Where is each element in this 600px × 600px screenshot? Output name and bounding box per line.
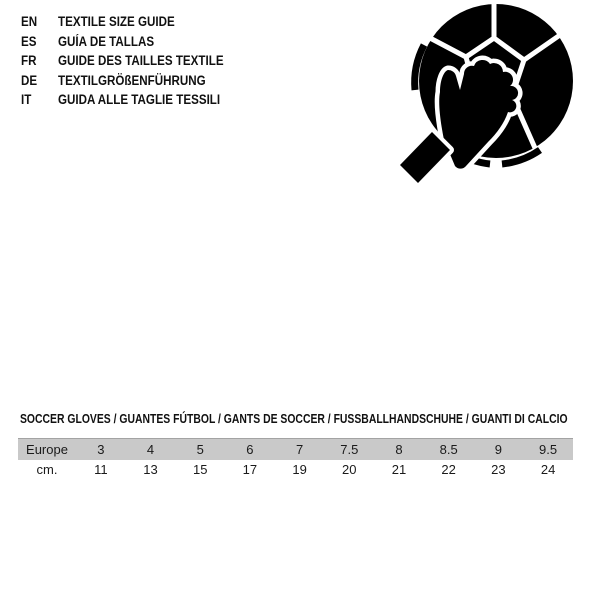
size-cell: 24: [540, 462, 556, 477]
size-cell: 19: [292, 462, 307, 477]
language-row-de: [21, 71, 251, 91]
size-cell: 17: [242, 462, 258, 477]
language-code-text: FR: [21, 53, 37, 69]
language-code: [21, 14, 58, 29]
size-row-label: Europe: [26, 441, 68, 457]
size-cell: 7: [295, 441, 304, 457]
size-table-heading: [20, 411, 600, 427]
language-code-text: ES: [21, 33, 37, 49]
size-row-label: cm.: [36, 462, 58, 477]
language-label: [58, 53, 251, 68]
size-cell: 9.5: [539, 441, 558, 457]
language-label-text: TEXTILE SIZE GUIDE: [58, 14, 175, 30]
language-row-fr: [21, 51, 251, 71]
language-code: [21, 73, 58, 88]
language-code: [21, 53, 58, 68]
size-cell: 20: [342, 462, 357, 477]
size-cell: 22: [441, 462, 456, 477]
glove-cuff: [400, 132, 450, 183]
size-cell: 15: [192, 462, 208, 477]
language-code-text: IT: [21, 92, 32, 108]
goalkeeper-glove-ball-svg: [400, 0, 600, 200]
language-code: [21, 34, 58, 49]
size-cell: 21: [391, 462, 407, 477]
size-cell: 9: [494, 441, 502, 457]
language-label: [58, 73, 251, 88]
size-table-heading-text: SOCCER GLOVES / GUANTES FÚTBOL / GANTS DE SOCCER / FUSSBALLHANDSCHUHE / GUANTI DI CALCIO: [20, 411, 568, 426]
language-label-text: GUIDA ALLE TAGLIE TESSILI: [58, 92, 221, 108]
goalkeeper-glove-ball-icon: [400, 0, 600, 200]
size-cell: 8: [395, 441, 403, 457]
language-label: [58, 14, 251, 29]
language-label: [58, 34, 251, 49]
size-table-row-cm: [18, 460, 573, 480]
language-code-text: EN: [21, 14, 38, 30]
language-label-text: GUIDE DES TAILLES TEXTILE: [58, 53, 224, 69]
language-code: [21, 92, 58, 107]
language-label-text: TEXTILGRÖßENFÜHRUNG: [58, 72, 206, 88]
size-cell: 8.5: [439, 441, 458, 457]
language-code-text: DE: [21, 72, 38, 88]
size-table-row-europe: [18, 439, 573, 460]
size-cell: 6: [246, 441, 254, 457]
size-cell: 3: [97, 441, 105, 457]
size-cell: 7.5: [340, 441, 359, 457]
size-cell: 11: [94, 462, 108, 477]
size-cell: 23: [491, 462, 506, 477]
language-row-es: [21, 32, 251, 52]
size-cell: 5: [196, 441, 204, 457]
size-cell: 13: [143, 462, 158, 477]
language-list: [21, 12, 251, 110]
language-row-it: [21, 90, 251, 110]
size-table: [18, 438, 573, 480]
size-cell: 4: [146, 441, 155, 457]
language-label-text: GUÍA DE TALLAS: [58, 33, 155, 49]
language-label: [58, 92, 251, 107]
language-row-en: [21, 12, 251, 32]
